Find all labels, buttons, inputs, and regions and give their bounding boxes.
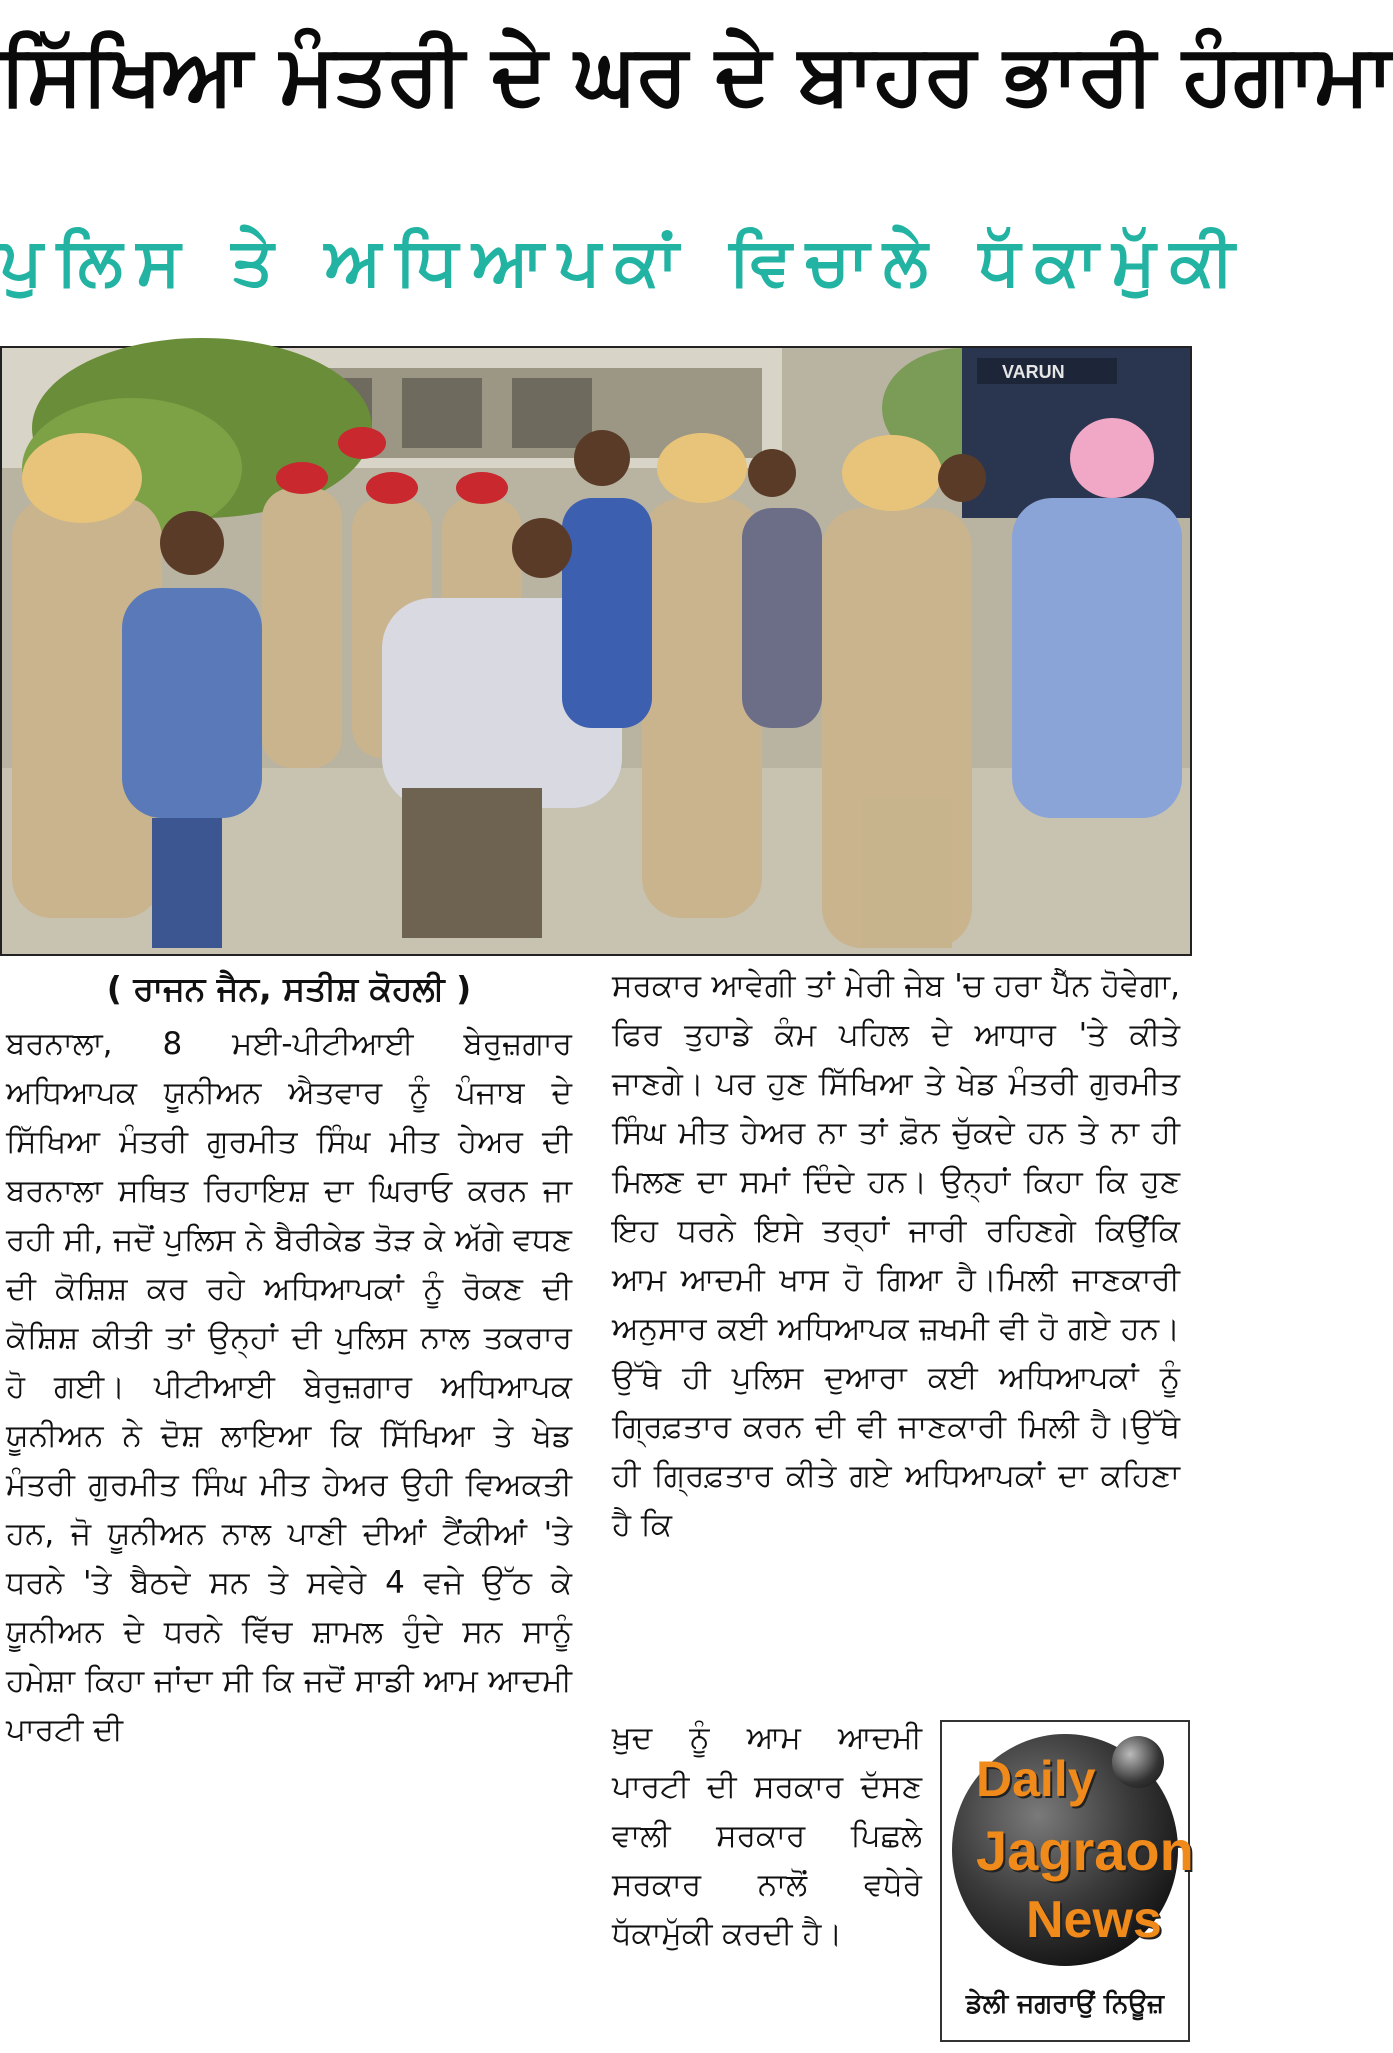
daily-jagraon-news-logo [940, 1720, 1194, 2042]
logo-word-daily: Daily [976, 1751, 1096, 1807]
logo-word-jagraon: Jagraon [976, 1819, 1194, 1882]
byline: ( ਰਾਜਨ ਜੈਨ, ਸਤੀਸ਼ ਕੋਹਲੀ ) [106, 969, 472, 1008]
microphone-ball-icon [1112, 1736, 1164, 1788]
right-column-text: ਸਰਕਾਰ ਆਵੇਗੀ ਤਾਂ ਮੇਰੀ ਜੇਬ 'ਚ ਹਰਾ ਪੈੱਨ ਹੋਵੇਗਾ, ਫਿਰ ਤੁਹਾਡੇ ਕੰਮ ਪਹਿਲ ਦੇ ਆਧਾਰ 'ਤੇ ਕੀਤੇ ਜਾਣਗੇ। ਪਰ ਹੁਣ ਸਿੱਖਿਆ ਤੇ ਖੇਡ ਮੰਤਰੀ ਗੁਰਮੀਤ ਸਿੰਘ ਮੀਤ ਹੇਅਰ ਨਾ ਤਾਂ ਫ਼ੋਨ ਚੁੱਕਦੇ ਹਨ ਤੇ ਨਾ ਹੀ ਮਿਲਣ ਦਾ ਸਮਾਂ ਦਿੰਦੇ ਹਨ। ਉਨ੍ਹਾਂ ਕਿਹਾ ਕਿ ਹੁਣ ਇਹ ਧਰਨੇ ਇਸੇ ਤਰ੍ਹਾਂ ਜਾਰੀ ਰਹਿਣਗੇ ਕਿਉਂਕਿ ਆਮ ਆਦਮੀ ਖਾਸ ਹੋ ਗਿਆ ਹੈ।ਮਿਲੀ ਜਾਣਕਾਰੀ ਅਨੁਸਾਰ ਕਈ ਅਧਿਆਪਕ ਜ਼ਖਮੀ ਵੀ ਹੋ ਗਏ ਹਨ। ਉੱਥੇ ਹੀ ਪੁਲਿਸ ਦੁਆਰਾ ਕਈ ਅਧਿਆਪਕਾਂ ਨੂੰ ਗ੍ਰਿਫ਼ਤਾਰ ਕਰਨ ਦੀ ਵੀ ਜਾਣਕਾਰੀ ਮਿਲੀ ਹੈ।ਉੱਥੇ ਹੀ ਗ੍ਰਿਫ਼ਤਾਰ ਕੀਤੇ ਗਏ ਅਧਿਆਪਕਾਂ ਦਾ ਕਹਿਣਾ ਹੈ ਕਿ [612, 968, 1180, 1543]
news-photo [0, 346, 1192, 956]
left-column-text: ਬਰਨਾਲਾ, 8 ਮਈ-ਪੀਟੀਆਈ ਬੇਰੁਜ਼ਗਾਰ ਅਧਿਆਪਕ ਯੂਨੀਅਨ ਐਤਵਾਰ ਨੂੰ ਪੰਜਾਬ ਦੇ ਸਿੱਖਿਆ ਮੰਤਰੀ ਗੁਰਮੀਤ ਸਿੰਘ ਮੀਤ ਹੇਅਰ ਦੀ ਬਰਨਾਲਾ ਸਥਿਤ ਰਿਹਾਇਸ਼ ਦਾ ਘਿਰਾਓ ਕਰਨ ਜਾ ਰਹੀ ਸੀ, ਜਦੋਂ ਪੁਲਿਸ ਨੇ ਬੈਰੀਕੇਡ ਤੋੜ ਕੇ ਅੱਗੇ ਵਧਣ ਦੀ ਕੋਸ਼ਿਸ਼ ਕਰ ਰਹੇ ਅਧਿਆਪਕਾਂ ਨੂੰ ਰੋਕਣ ਦੀ ਕੋਸ਼ਿਸ਼ ਕੀਤੀ ਤਾਂ ਉਨ੍ਹਾਂ ਦੀ ਪੁਲਿਸ ਨਾਲ ਤਕਰਾਰ ਹੋ ਗਈ। ਪੀਟੀਆਈ ਬੇਰੁਜ਼ਗਾਰ ਅਧਿਆਪਕ ਯੂਨੀਅਨ ਨੇ ਦੋਸ਼ ਲਾਇਆ ਕਿ ਸਿੱਖਿਆ ਤੇ ਖੇਡ ਮੰਤਰੀ ਗੁਰਮੀਤ ਸਿੰਘ ਮੀਤ ਹੇਅਰ ਉਹੀ ਵਿਅਕਤੀ ਹਨ, ਜੋ ਯੂਨੀਅਨ ਨਾਲ ਪਾਣੀ ਦੀਆਂ ਟੈਂਕੀਆਂ 'ਤੇ ਧਰਨੇ 'ਤੇ ਬੈਠਦੇ ਸਨ ਤੇ ਸਵੇਰੇ 4 ਵਜੇ ਉੱਠ ਕੇ ਯੂਨੀਅਨ ਦੇ ਧਰਨੇ ਵਿੱਚ ਸ਼ਾਮਲ ਹੁੰਦੇ ਸਨ ਸਾਨੂੰ ਹਮੇਸ਼ਾ ਕਿਹਾ ਜਾਂਦਾ ਸੀ ਕਿ ਜਦੋਂ ਸਾਡੀ ਆਮ ਆਦਮੀ ਪਾਰਟੀ ਦੀ [6, 1026, 572, 1748]
van-sign: VARUN [1002, 362, 1065, 382]
article-left-column [6, 958, 572, 1755]
right-bottom-text: ਖ਼ੁਦ ਨੂੰ ਆਮ ਆਦਮੀ ਪਾਰਟੀ ਦੀ ਸਰਕਾਰ ਦੱਸਣ ਵਾਲੀ ਸਰਕਾਰ ਪਿਛਲੇ ਸਰਕਾਰ ਨਾਲੋਂ ਵਧੇਰੇ ਧੱਕਾਮੁੱਕੀ ਕਰਦੀ ਹੈ। [612, 1720, 922, 1952]
logo-word-news: News [1026, 1891, 1162, 1949]
article-right-bottom [612, 1714, 922, 1959]
headline: ਸਿੱਖਿਆ ਮੰਤਰੀ ਦੇ ਘਰ ਦੇ ਬਾਹਰ ਭਾਰੀ ਹੰਗਾਮਾ [0, 25, 1393, 123]
logo-caption: ਡੇਲੀ ਜਗਰਾਉਂ ਨਿਊਜ਼ [965, 1989, 1165, 2019]
article-right-column [612, 962, 1180, 1550]
subheadline: ਪੁਲਿਸ ਤੇ ਅਧਿਆਪਕਾਂ ਵਿਚਾਲੇ ਧੱਕਾਮੁੱਕੀ [0, 223, 1249, 300]
